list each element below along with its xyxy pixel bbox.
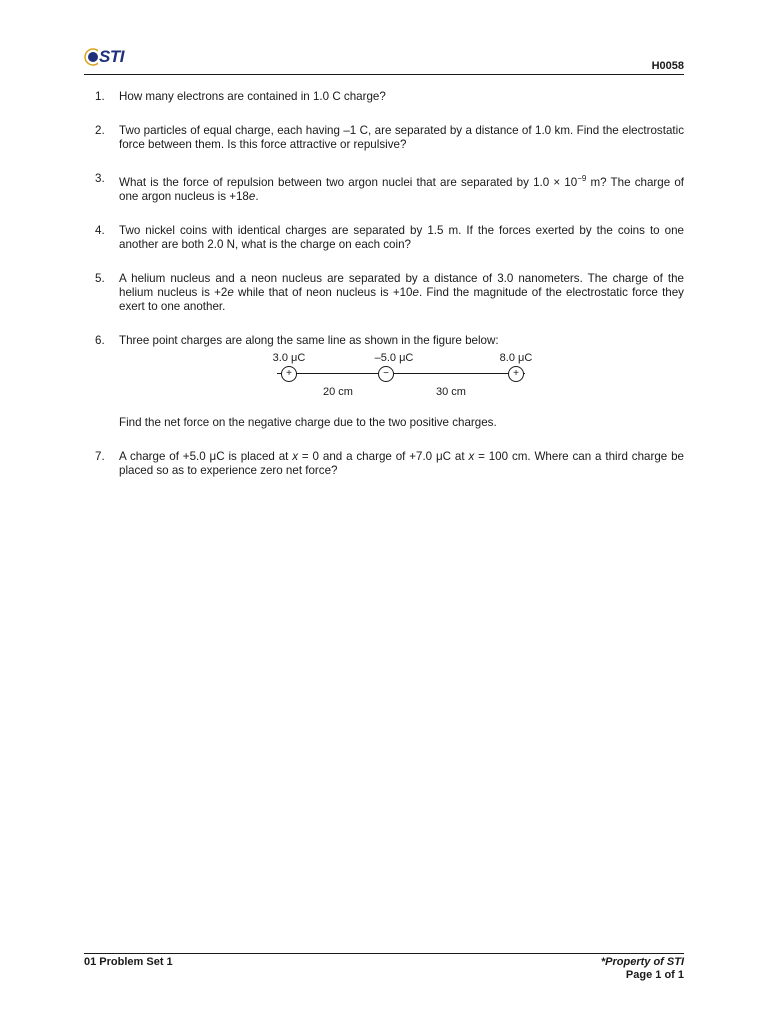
question-number: 4. [95,223,105,237]
question-number: 6. [95,333,105,347]
text-part: A helium nucleus and a neon nucleus are separated by a distance of 3.0 nanometers. The charge of the helium nucleus is +2 [119,271,684,299]
italic-symbol: e [248,189,256,203]
question-text: How many electrons are contained in 1.0 C charge? [119,90,386,103]
question-number: 1. [95,90,105,103]
italic-symbol: x [292,449,299,463]
charge-2-label: –5.0 μC [374,351,414,364]
sti-logo [84,46,124,68]
charge-3-circle: + [508,366,524,382]
footer-rule [84,953,684,954]
distance-2-label: 30 cm [436,385,466,398]
text-part: = 0 and a charge of +7.0 μC at [298,449,469,463]
footer-page-number: Page 1 of 1 [625,969,684,981]
question-text [119,450,684,478]
question-text: Three point charges are along the same line as shown in the figure below: [119,333,499,347]
text-part: . [255,189,259,203]
question-list [84,90,684,498]
distance-1-label: 20 cm [323,385,353,398]
text-part: What is the force of repulsion between two argon nuclei that are separated by 1.0 × 10 [119,175,578,189]
footer-property: *Property of STI [600,956,684,968]
logo-text: STI [99,47,124,66]
charge-line [277,373,525,374]
question-7 [84,450,684,478]
question-text [119,272,684,314]
question-followup: Find the net force on the negative charge due to the two positive charges. [119,415,497,429]
question-body [119,334,684,430]
footer-right [601,956,684,982]
question-1 [84,90,684,104]
question-2 [84,124,684,152]
footer-title: 01 Problem Set 1 [84,956,173,968]
question-number: 3. [95,172,105,185]
charge-1-circle: + [281,366,297,382]
italic-symbol: e [227,285,234,299]
question-number: 5. [95,271,105,285]
question-number: 7. [95,449,105,463]
text-part: while that of neon nucleus is +10 [233,285,413,299]
charge-1-label: 3.0 μC [272,351,306,364]
charges-figure [119,350,684,412]
exponent: −9 [577,174,587,183]
question-6 [84,334,684,430]
question-text: Two particles of equal charge, each having –1 C, are separated by a distance of 1.0 km. Find the electrostatic force between them. Is this force attractive or repulsive? [119,124,684,151]
question-4 [84,224,684,252]
text-part: A charge of +5.0 μC is placed at [119,449,293,463]
document-code: H0058 [651,60,684,72]
question-text: Two nickel coins with identical charges are separated by 1.5 m. If the forces exerted by the coins to one another are both 2.0 N, what is the charge on each coin? [119,223,684,251]
italic-symbol: e [412,285,419,299]
sti-globe-icon [84,47,98,67]
charge-3-label: 8.0 μC [499,351,533,364]
question-3 [84,172,684,204]
charge-2-circle: − [378,366,394,382]
question-5 [84,272,684,314]
header-rule [84,74,684,75]
text-part: = 100 cm. Where can a third charge be placed so as to experience zero net force? [119,449,684,477]
text-part: m? The charge of one argon nucleus is +18 [119,175,684,203]
question-number: 2. [95,124,105,137]
question-text [119,172,684,204]
text-part: . Find the magnitude of the electrostatic force they exert to one another. [119,285,684,313]
italic-symbol: x [468,449,475,463]
